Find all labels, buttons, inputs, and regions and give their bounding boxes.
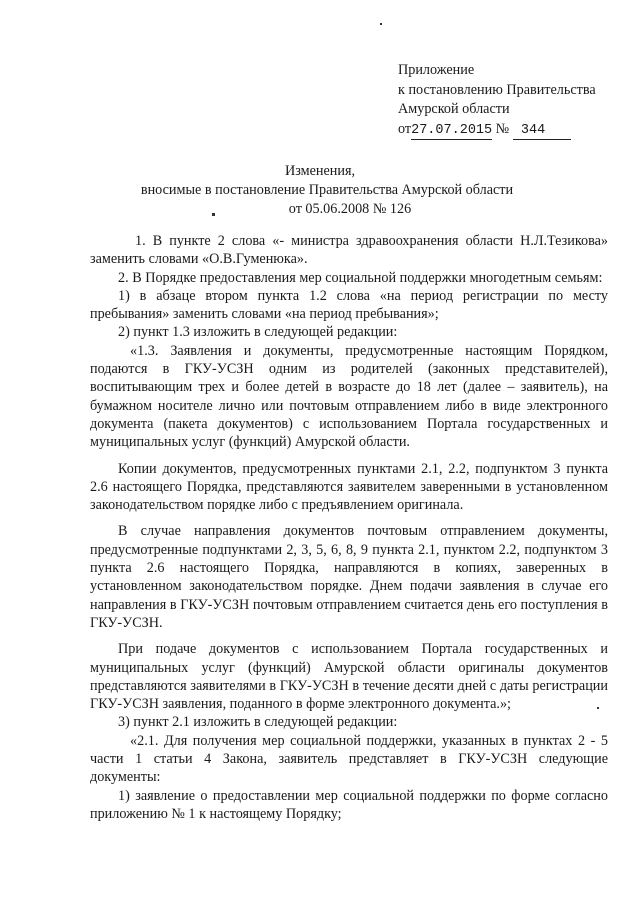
paragraph: 1) в абзаце втором пункта 1.2 слова «на период регистрации по месту пребывания» заменить словами «на период пребывания»;: [90, 287, 608, 323]
paragraph: «2.1. Для получения мер социальной поддержки, указанных в пунктах 2 - 5 части 1 статьи 4 Закона, заявитель представляет в ГКУ-УСЗН следующие документы:: [90, 732, 608, 786]
resolution-number: [513, 122, 571, 140]
scan-mark: [380, 23, 382, 25]
resolution-date: 27.07.2015: [411, 122, 493, 138]
paragraph: 2) пункт 1.3 изложить в следующей редакции:: [118, 324, 398, 341]
paragraph: «1.3. Заявления и документы, предусмотренные настоящим Порядком, подаются в ГКУ-УСЗН одним из родителей (законных представителей), воспитывающим трех и более детей в возрасте до 18 лет (далее – заявитель), на бумажном носителе лично или почтовым отправлением либо в виде электронного документа (пакета документов) с использованием Портала государственных и муниципальных услуг (функций) Амурской области.: [90, 342, 608, 451]
title-line-2: вносимые в постановление Правительства Амурской области: [140, 182, 514, 198]
title-line-3: от 05.06.2008 № 126: [288, 201, 412, 217]
appendix-date-line: [398, 120, 633, 140]
paragraph: При подаче документов с использованием Портала государственных и муниципальных услуг (функций) Амурской области оригиналы документов представляются заявителями в ГКУ-УСЗН в течение десяти дней с даты регистрации ГКУ-УСЗН заявления, поданного в форме электронного документа.»;: [90, 641, 608, 713]
paragraph: Копии документов, предусмотренных пунктами 2.1, 2.2, подпунктом 3 пункта 2.6 настоящего Порядка, представляются заявителем заверенными в установленном законодательством порядке либо с предъявлением оригинала.: [90, 460, 608, 514]
title-line-1: Изменения,: [284, 163, 356, 179]
appendix-label: Приложение: [398, 62, 475, 78]
document-body: [90, 232, 608, 823]
paragraph: 2. В Порядке предоставления мер социальной поддержки многодетным семьям:: [118, 269, 603, 286]
appendix-region: Амурской области: [398, 101, 510, 117]
paragraph: 1. В пункте 2 слова «- министра здравоохранения области Н.Л.Тезикова» заменить словами «О.В.Гуменюка».: [90, 233, 608, 268]
paragraph: 3) пункт 2.1 изложить в следующей редакции:: [118, 714, 398, 731]
number-prefix: №: [495, 120, 510, 137]
document-title: [60, 162, 580, 219]
resolution-number-value: 344: [520, 122, 546, 138]
appendix-block: [398, 61, 633, 140]
paragraph: 1) заявление о предоставлении мер социальной поддержки по форме согласно приложению № 1 к настоящему Порядку;: [90, 787, 608, 822]
appendix-resolution: к постановлению Правительства: [398, 81, 596, 98]
paragraph: В случае направления документов почтовым отправлением документы, предусмотренные подпунктами 2, 3, 5, 6, 8, 9 пункта 2.1, пунктом 2.2, подпунктом 3 пункта 2.6 настоящего Порядка, направляются в копиях, заверенных в установленном законодательством порядке. Днем подачи заявления в случае его направления в ГКУ-УСЗН почтовым отправлением считается день его поступления в ГКУ-УСЗН.: [90, 523, 608, 631]
date-prefix: от: [398, 120, 412, 137]
